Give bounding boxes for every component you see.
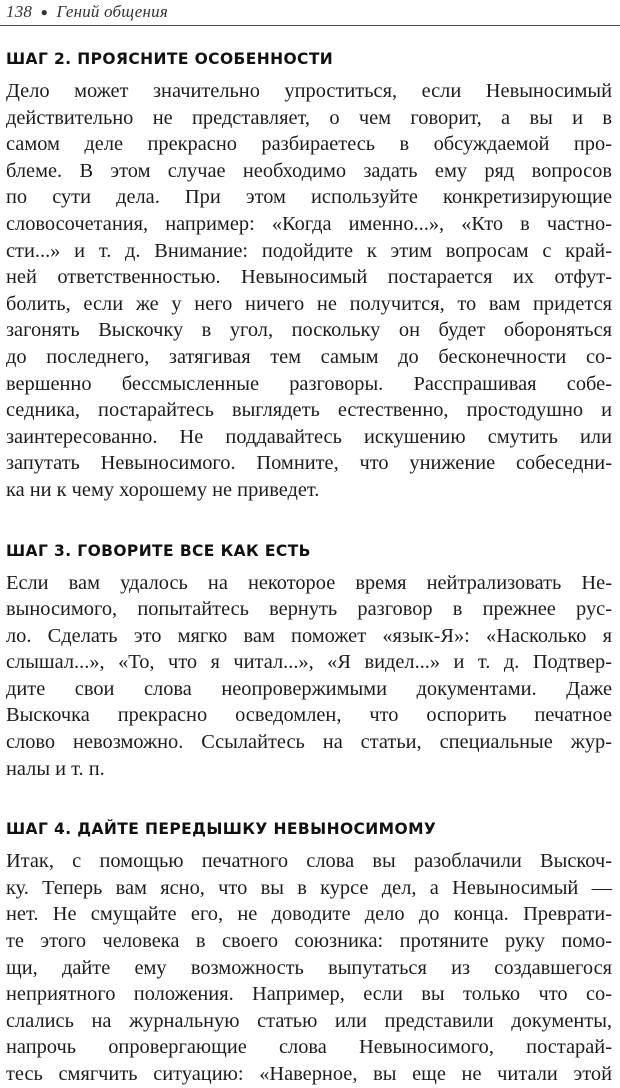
text-line: вершенно бессмысленные разговоры. Расспрашивая собе- [6, 372, 612, 395]
text-line: загонять Выскочку в угол, поскольку он будет обороняться [6, 319, 612, 342]
step-3-paragraph [6, 570, 612, 783]
text-line: ней ответственностью. Невыносимый постарается их отфут- [6, 266, 612, 289]
step-2-paragraph [6, 78, 612, 504]
text-line: слышал...», «То, что я читал...», «Я видел...» и т. д. Подтвер- [6, 651, 612, 674]
text-line: щи, дайте ему возможность выпутаться из создавшегося [6, 956, 612, 979]
text-line: ку. Теперь вам ясно, что вы в курсе дел, а Невыносимый — [6, 876, 612, 899]
text-line: Дело может значительно упроститься, если Невыносимый [6, 80, 612, 102]
step-4-paragraph [6, 848, 612, 1087]
step-2-section [6, 46, 612, 504]
text-line: словосочетания, например: «Когда именно...», «Кто в частно- [6, 212, 612, 235]
step-3-heading: ШАГ 3. ГОВОРИТЕ ВСЕ КАК ЕСТЬ [6, 541, 311, 560]
text-line: сти...» и т. д. Внимание: подойдите к этим вопросам с край- [6, 239, 612, 262]
text-line: Итак, с помощью печатного слова вы разоблачили Выскоч- [6, 850, 612, 873]
header-divider [0, 25, 620, 26]
step-4-section [6, 816, 612, 1087]
step-4-heading: ШАГ 4. ДАЙТЕ ПЕРЕДЫШКУ НЕВЫНОСИМОМУ [6, 819, 437, 839]
text-line: налы и т. п. [6, 757, 105, 780]
text-line: тесь смягчить ситуацию: «Наверное, вы еще не читали этой [6, 1063, 612, 1085]
text-line: напрочь опровергающие слова Невыносимого, постарай- [6, 1036, 612, 1059]
text-line: Если вам удалось на некоторое время нейтрализовать Не- [6, 571, 612, 594]
text-line: запутать Невыносимого. Помните, что унижение собеседни- [6, 452, 612, 475]
text-line: по сути дела. При этом используйте конкретизирующие [6, 186, 612, 209]
text-line: блеме. В этом случае необходимо задать ему ряд вопросов [6, 159, 612, 182]
text-line: действительно не представляет, о чем говорит, а вы и в [6, 106, 612, 129]
text-line: неприятного положения. Например, если вы только что со- [6, 983, 612, 1006]
text-line: ло. Сделать это мягко вам поможет «язык-Я»: «Насколько я [6, 624, 612, 647]
text-line: слались на журнальную статью или представили документы, [6, 1009, 612, 1032]
page-body [6, 46, 612, 1088]
step-2-heading: ШАГ 2. ПРОЯСНИТЕ ОСОБЕННОСТИ [6, 49, 334, 69]
text-line: нет. Не смущайте его, не доводите дело до конца. Преврати- [6, 903, 612, 926]
text-line: заинтересованно. Не поддавайтесь искушению смутить или [6, 425, 612, 448]
text-line: Выскочка прекрасно осведомлен, что оспорить печатное [6, 704, 612, 727]
text-line: болить, если же у него ничего не получится, то вам придется [6, 292, 612, 315]
text-line: до последнего, затягивая тем самым до бесконечности со- [6, 345, 612, 368]
step-3-section [6, 538, 612, 783]
running-header [6, 2, 168, 22]
page-number: 138 [6, 2, 33, 21]
text-line: те этого человека в своего союзника: протяните руку помо- [6, 930, 612, 953]
text-line: седника, постарайтесь выглядеть естественно, простодушно и [6, 399, 612, 422]
text-line: выносимого, попытайтесь вернуть разговор в прежнее рус- [6, 598, 612, 621]
text-line: слово невозможно. Ссылайтесь на статьи, специальные жур- [6, 731, 612, 754]
text-line: дите свои слова неопровержимыми документами. Даже [6, 677, 612, 700]
bullet-icon: ● [40, 5, 49, 19]
text-line: самом деле прекрасно разбираетесь в обсуждаемой про- [6, 133, 612, 156]
book-title: Гений общения [56, 2, 168, 21]
text-line: ка ни к чему хорошему не приведет. [6, 478, 320, 501]
